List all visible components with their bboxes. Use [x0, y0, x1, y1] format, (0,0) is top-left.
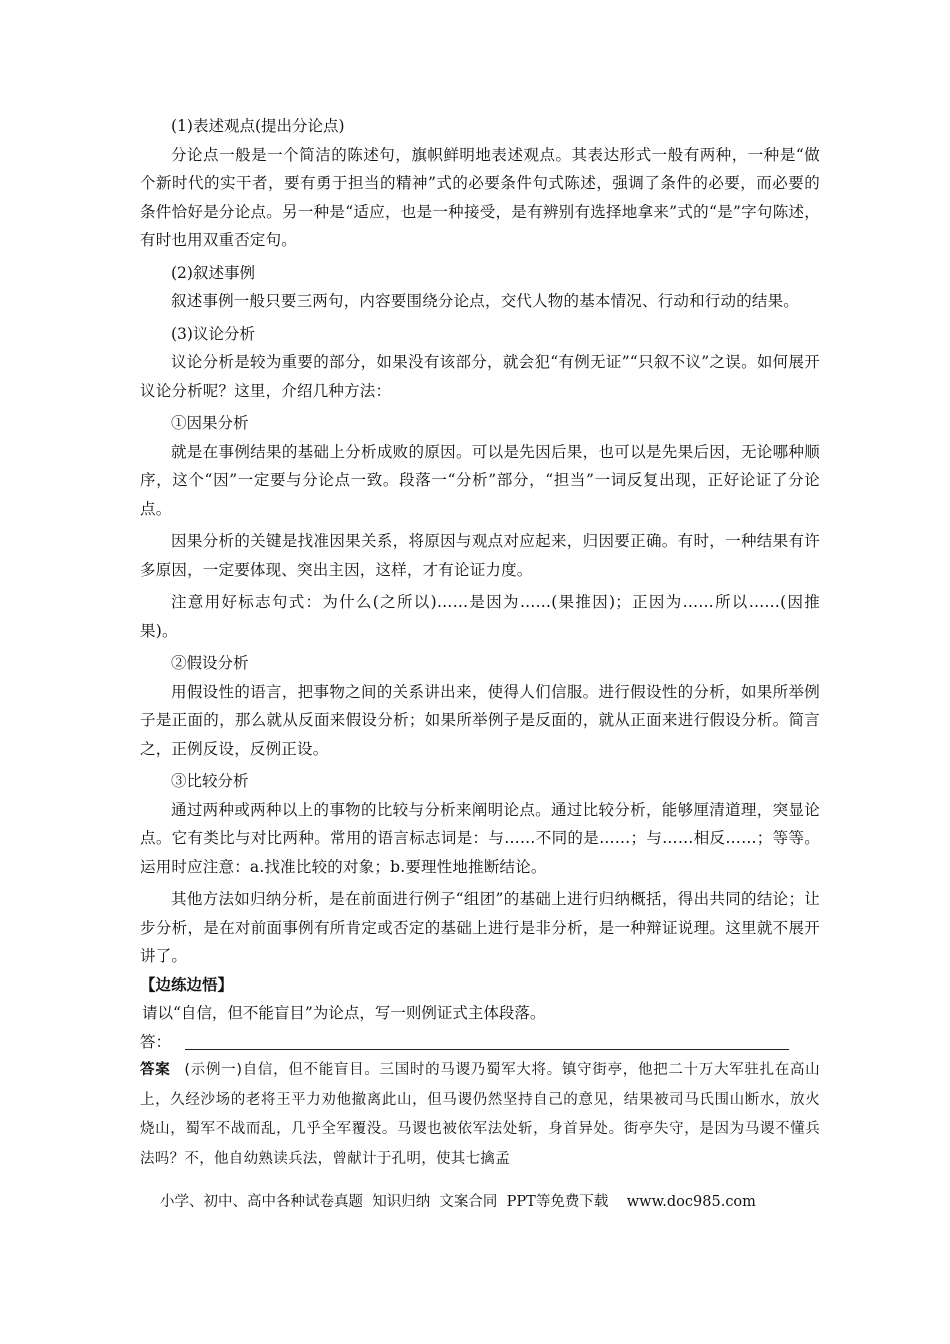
document-body: [140, 112, 820, 1174]
section-title-state-viewpoint: (1)表述观点(提出分论点): [171, 117, 345, 135]
method-title-hypothesis: ②假设分析: [171, 654, 249, 672]
method-title-comparison: ③比较分析: [171, 772, 249, 790]
paragraph-narrate-example: 叙述事例一般只要三两句，内容要围绕分论点，交代人物的基本情况、行动和行动的结果。: [171, 292, 800, 310]
paragraph-state-viewpoint: 分论点一般是一个简洁的陈述句，旗帜鲜明地表述观点。其表达形式一般有两种，一种是“做个新时代的实干者，要有勇于担当的精神”式的必要条件句式陈述，强调了条件的必要，而必要的条件恰好是分论点。另一种是“适应，也是一种接受，是有辨别有选择地拿来”式的“是”字句陈述，有时也用双重否定句。: [140, 145, 820, 249]
paragraph-other-methods: 其他方法如归纳分析，是在前面进行例子“组团”的基础上进行归纳概括，得出共同的结论；让步分析，是在对前面事例有所肯定或否定的基础上进行是非分析，是一种辩证说理。这里就不展开讲了。: [140, 890, 820, 965]
exercise-prompt: 请以“自信，但不能盲目”为论点，写一则例证式主体段落。: [142, 1004, 546, 1022]
answer-blank-line: [140, 1028, 820, 1057]
paragraph-hypothesis: 用假设性的语言，把事物之间的关系讲出来，使得人们信服。进行假设性的分析，如果所举例子是正面的，那么就从反面来假设分析；如果所举例子是反面的，就从正面来进行假设分析。简言之，正例反设，反例正设。: [140, 682, 820, 758]
section-title-argument-analysis: (3)议论分析: [171, 324, 255, 343]
answer-prefix: 答：: [140, 1032, 172, 1051]
answer-text: (示例一)自信，但不能盲目。三国时的马谡乃蜀军大将。镇守街亭，他把二十万大军驻扎在高山上，久经沙场的老将王平力劝他撤离此山，但马谡仍然坚持自己的意见，结果被司马氏围山断水，放火烧山，蜀军不战而乱，几乎全军覆没。马谡也被依军法处斩，身首异处。街亭失守，是因为马谡不懂兵法吗？不，他自幼熟读兵法，曾献计于孔明，使其七擒孟: [140, 1062, 820, 1167]
exercise-label: 【边练边悟】: [140, 974, 234, 994]
paragraph-causal-1: 就是在事例结果的基础上分析成败的原因。可以是先因后果，也可以是先果后因，无论哪种顺序，这个“因”一定要与分论点一致。段落一“分析”部分，“担当”一词反复出现，正好论证了分论点。: [140, 442, 820, 518]
answer-paragraph: [140, 1056, 820, 1174]
footer-watermark: 小学、初中、高中各种试卷真题 知识归纳 文案合同 PPT等免费下载 www.doc985.com: [160, 1194, 756, 1210]
answer-label: 答案: [140, 1062, 171, 1078]
section-title-narrate-example: (2)叙述事例: [171, 263, 255, 282]
paragraph-argument-analysis: 议论分析是较为重要的部分，如果没有该部分，就会犯“有例无证”“只叙不议”之误。如何展开议论分析呢？这里，介绍几种方法：: [140, 353, 820, 400]
paragraph-comparison: 通过两种或两种以上的事物的比较与分析来阐明论点。通过比较分析，能够厘清道理，突显论点。它有类比与对比两种。常用的语言标志词是：与……不同的是……；与……相反……；等等。运用时应注意：a.找准比较的对象；b.要理性地推断结论。: [140, 800, 820, 876]
answer-underline: [185, 1031, 789, 1050]
paragraph-causal-2: 因果分析的关键是找准因果关系，将原因与观点对应起来，归因要正确。有时，一种结果有许多原因，一定要体现、突出主因，这样，才有论证力度。: [140, 532, 820, 579]
method-title-causal: ①因果分析: [171, 414, 249, 432]
paragraph-causal-3: 注意用好标志句式：为什么(之所以)……是因为……(果推因)；正因为……所以……(因推果)。: [140, 593, 820, 640]
